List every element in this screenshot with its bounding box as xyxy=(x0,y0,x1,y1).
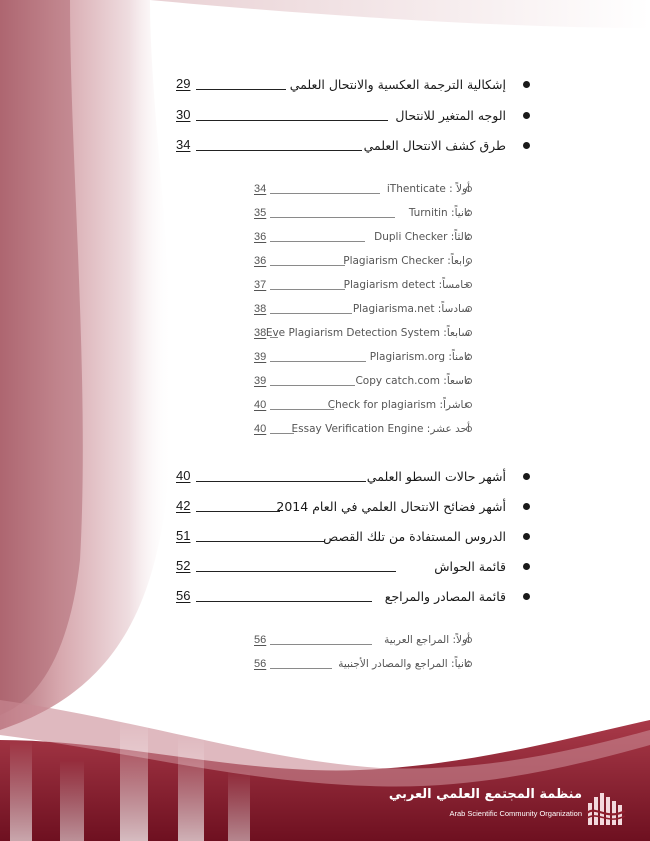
page-number: 39 xyxy=(254,351,267,363)
circle-bullet-icon xyxy=(466,426,472,432)
page-number: 56 xyxy=(254,658,267,670)
bullet-icon xyxy=(523,142,530,149)
leader-line xyxy=(270,289,345,290)
toc-subentry[interactable] xyxy=(170,652,530,672)
organization-logo xyxy=(388,787,630,831)
leader-line xyxy=(270,313,352,314)
toc-subentry[interactable] xyxy=(170,249,530,269)
toc-subentry[interactable] xyxy=(170,177,530,197)
page-number: 56 xyxy=(254,634,267,646)
circle-bullet-icon xyxy=(466,354,472,360)
toc-subentry[interactable] xyxy=(170,201,530,221)
page-number: 34 xyxy=(176,137,191,152)
toc-entry[interactable] xyxy=(170,465,530,485)
circle-bullet-icon xyxy=(466,378,472,384)
leader-line xyxy=(196,511,280,512)
entry-title: الوجه المتغير للانتحال xyxy=(395,108,506,123)
toc-subentry[interactable] xyxy=(170,225,530,245)
page-number: 34 xyxy=(254,183,267,195)
entry-title: أحد عشر: Essay Verification Engine xyxy=(291,423,470,435)
entry-title: ثانياً: المراجع والمصادر الأجنبية xyxy=(338,658,470,670)
leader-line xyxy=(196,541,324,542)
toc-subentry[interactable] xyxy=(170,628,530,648)
toc-entry[interactable] xyxy=(170,525,530,545)
toc-subentry[interactable] xyxy=(170,417,530,437)
leader-line xyxy=(270,668,332,669)
leader-line xyxy=(270,265,345,266)
leader-line xyxy=(270,193,380,194)
circle-bullet-icon xyxy=(466,186,472,192)
circle-bullet-icon xyxy=(466,210,472,216)
bullet-icon xyxy=(523,112,530,119)
entry-title: ثامناً: Plagiarism.org xyxy=(369,351,470,363)
bullet-icon xyxy=(523,533,530,540)
org-name-english: Arab Scientific Community Organization xyxy=(449,809,582,818)
entry-title: خامساً: Plagiarism detect xyxy=(343,279,470,291)
entry-title: عاشراً: Check for plagiarism xyxy=(327,399,470,411)
entry-title: قائمة المصادر والمراجع xyxy=(384,589,506,604)
entry-title: رابعاً: Plagiarism Checker xyxy=(343,255,470,267)
toc-entry[interactable] xyxy=(170,555,530,575)
page-number: 40 xyxy=(254,399,267,411)
toc-subentry[interactable] xyxy=(170,393,530,413)
toc-subentry[interactable] xyxy=(170,369,530,389)
page-number: 42 xyxy=(176,498,191,513)
circle-bullet-icon xyxy=(466,258,472,264)
org-name-arabic: منظمة المجتمع العلمي العربي xyxy=(388,787,582,802)
page-number: 51 xyxy=(176,528,191,543)
leader-line xyxy=(270,217,395,218)
table-of-contents xyxy=(170,0,530,841)
circle-bullet-icon xyxy=(466,234,472,240)
page-number: 37 xyxy=(254,279,267,291)
bullet-icon xyxy=(523,563,530,570)
entry-title: أولاً: المراجع العربية xyxy=(384,634,470,646)
entry-title: إشكالية الترجمة العكسية والانتحال العلمي xyxy=(289,77,506,92)
page-number: 52 xyxy=(176,558,191,573)
page-number: 39 xyxy=(254,375,267,387)
leader-line xyxy=(270,644,372,645)
circle-bullet-icon xyxy=(466,306,472,312)
leader-line xyxy=(270,241,365,242)
bullet-icon xyxy=(523,503,530,510)
leader-line xyxy=(270,385,355,386)
entry-title: طرق كشف الانتحال العلمي xyxy=(363,138,506,153)
leader-line xyxy=(270,433,294,434)
page-number: 29 xyxy=(176,76,191,91)
page-number: 36 xyxy=(254,231,267,243)
page-number: 36 xyxy=(254,255,267,267)
page-number: 30 xyxy=(176,107,191,122)
leader-line xyxy=(196,571,396,572)
circle-bullet-icon xyxy=(466,402,472,408)
page-number: 40 xyxy=(176,468,191,483)
asco-logo-icon xyxy=(586,789,626,829)
entry-title: أشهر فضائح الانتحال العلمي في العام 2014 xyxy=(276,499,506,514)
entry-title: قائمة الحواش xyxy=(434,559,506,574)
toc-entry[interactable] xyxy=(170,134,530,154)
leader-line xyxy=(196,89,286,90)
entry-title: سادساً: Plagiarisma.net xyxy=(352,303,470,315)
entry-title: أولاً : iThenticate xyxy=(386,183,470,195)
circle-bullet-icon xyxy=(466,661,472,667)
toc-entry[interactable] xyxy=(170,73,530,93)
circle-bullet-icon xyxy=(466,282,472,288)
page-number: 40 xyxy=(254,423,267,435)
leader-line xyxy=(196,481,366,482)
bullet-icon xyxy=(523,593,530,600)
page-number: 56 xyxy=(176,588,191,603)
toc-entry[interactable] xyxy=(170,585,530,605)
page-number: 35 xyxy=(254,207,267,219)
bullet-icon xyxy=(523,473,530,480)
leader-line xyxy=(196,120,388,121)
page-number: 38 xyxy=(254,327,267,339)
page-number: 38 xyxy=(254,303,267,315)
circle-bullet-icon xyxy=(466,330,472,336)
entry-title: ثانياً: Turnitin xyxy=(408,207,470,219)
leader-line xyxy=(270,409,334,410)
entry-title: ثالثاً: Dupli Checker xyxy=(374,231,470,243)
toc-subentry[interactable] xyxy=(170,297,530,317)
toc-entry[interactable] xyxy=(170,104,530,124)
entry-title: سابعاً: Eve Plagiarism Detection System xyxy=(265,327,470,339)
toc-subentry[interactable] xyxy=(170,273,530,293)
leader-line xyxy=(196,150,362,151)
toc-subentry[interactable] xyxy=(170,345,530,365)
entry-title: أشهر حالات السطو العلمي xyxy=(366,469,506,484)
leader-line xyxy=(196,601,372,602)
circle-bullet-icon xyxy=(466,637,472,643)
entry-title: الدروس المستفادة من تلك القصص xyxy=(323,529,506,544)
toc-entry[interactable] xyxy=(170,495,530,515)
entry-title: تاسعاً: Copy catch.com xyxy=(355,375,470,387)
leader-line xyxy=(270,361,366,362)
toc-subentry[interactable] xyxy=(170,321,530,341)
bullet-icon xyxy=(523,81,530,88)
